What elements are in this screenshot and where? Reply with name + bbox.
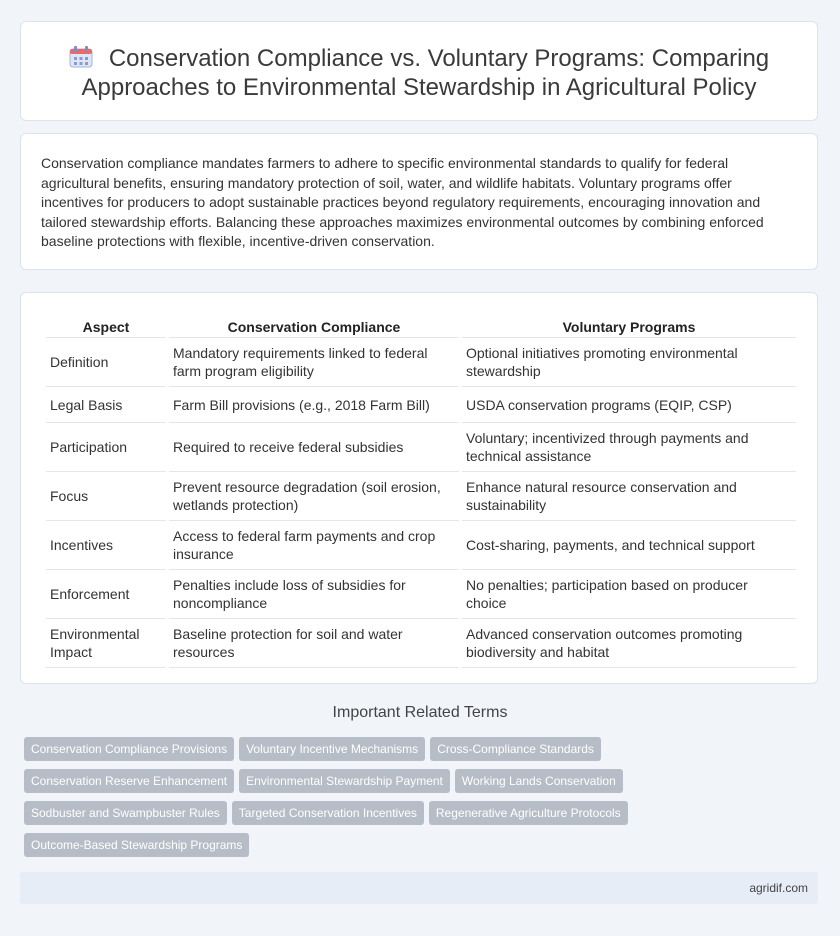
tag-link[interactable]: Targeted Conservation Incentives <box>232 801 424 825</box>
footer <box>20 872 818 904</box>
cell-aspect: Legal Basis <box>46 387 166 423</box>
cell-compliance: Prevent resource degradation (soil erosion, wetlands protection) <box>169 472 459 521</box>
cell-compliance: Farm Bill provisions (e.g., 2018 Farm Bill) <box>169 387 459 423</box>
cell-aspect: Enforcement <box>46 570 166 619</box>
tag-link[interactable]: Outcome-Based Stewardship Programs <box>24 833 249 857</box>
table-row <box>46 521 796 570</box>
tag-link[interactable]: Sodbuster and Swampbuster Rules <box>24 801 227 825</box>
intro-paragraph: Conservation compliance mandates farmers to adhere to specific environmental standards to qualify for federal agricultural benefits, ensuring mandatory protection of soil, water, and wildlife habitats. Voluntary programs offer incentives for producers to adopt sustainable practices beyond regulatory requirements, encouraging innovation and tailored stewardship efforts. Balancing these approaches maximizes environmental outcomes by combining enforced baseline protections with flexible, incentive-driven conservation. <box>41 155 764 250</box>
page-title <box>21 22 817 102</box>
cell-aspect: Participation <box>46 423 166 472</box>
cell-voluntary: No penalties; participation based on producer choice <box>462 570 796 619</box>
cell-voluntary: Cost-sharing, payments, and technical support <box>462 521 796 570</box>
cell-aspect: Incentives <box>46 521 166 570</box>
tag-link[interactable]: Working Lands Conservation <box>455 769 623 793</box>
cell-voluntary: Voluntary; incentivized through payments and technical assistance <box>462 423 796 472</box>
cell-aspect: Focus <box>46 472 166 521</box>
tag-link[interactable]: Conservation Compliance Provisions <box>24 737 234 761</box>
tag-link[interactable]: Cross-Compliance Standards <box>430 737 601 761</box>
header-aspect: Aspect <box>46 315 166 338</box>
related-terms-tags <box>24 737 664 865</box>
cell-voluntary: Optional initiatives promoting environmental stewardship <box>462 338 796 387</box>
cell-compliance: Mandatory requirements linked to federal farm program eligibility <box>169 338 459 387</box>
title-card <box>20 21 818 121</box>
calendar-icon <box>69 46 93 68</box>
tag-link[interactable]: Regenerative Agriculture Protocols <box>429 801 628 825</box>
cell-aspect: Environmental Impact <box>46 619 166 668</box>
cell-voluntary: USDA conservation programs (EQIP, CSP) <box>462 387 796 423</box>
table-row <box>46 387 796 423</box>
table-header-row <box>46 315 796 338</box>
table-row <box>46 619 796 668</box>
header-voluntary-programs: Voluntary Programs <box>462 315 796 338</box>
header-conservation-compliance: Conservation Compliance <box>169 315 459 338</box>
cell-voluntary: Enhance natural resource conservation and sustainability <box>462 472 796 521</box>
title-line-2: Approaches to Environmental Stewardship in Agricultural Policy <box>81 74 757 101</box>
table-row <box>46 570 796 619</box>
cell-compliance: Baseline protection for soil and water resources <box>169 619 459 668</box>
cell-compliance: Penalties include loss of subsidies for noncompliance <box>169 570 459 619</box>
cell-voluntary: Advanced conservation outcomes promoting biodiversity and habitat <box>462 619 796 668</box>
intro-card <box>20 133 818 270</box>
cell-aspect: Definition <box>46 338 166 387</box>
tag-link[interactable]: Environmental Stewardship Payment <box>239 769 450 793</box>
related-terms-heading: Important Related Terms <box>332 704 508 721</box>
tag-link[interactable]: Voluntary Incentive Mechanisms <box>239 737 425 761</box>
cell-compliance: Access to federal farm payments and crop insurance <box>169 521 459 570</box>
table-row <box>46 423 796 472</box>
footer-site-link[interactable]: agridif.com <box>749 881 808 895</box>
table-row <box>46 338 796 387</box>
cell-compliance: Required to receive federal subsidies <box>169 423 459 472</box>
comparison-table <box>43 315 799 668</box>
comparison-table-card <box>20 292 818 684</box>
title-line-1: Conservation Compliance vs. Voluntary Programs: Comparing <box>108 45 770 72</box>
tag-link[interactable]: Conservation Reserve Enhancement <box>24 769 234 793</box>
table-row <box>46 472 796 521</box>
